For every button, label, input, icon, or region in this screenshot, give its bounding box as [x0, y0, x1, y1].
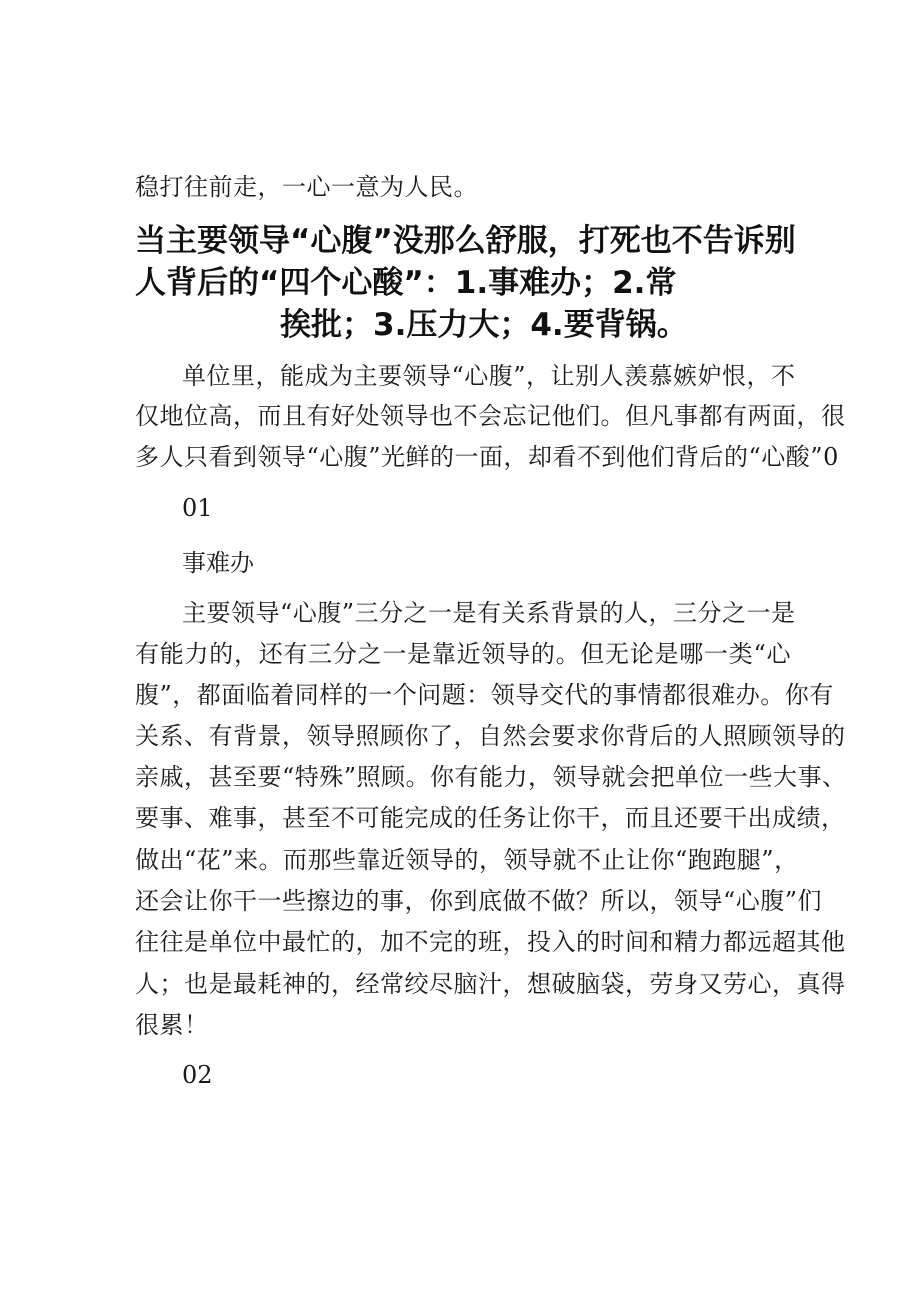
- paragraph-line: 腹”，都面临着同样的一个问题：领导交代的事情都很难办。你有: [135, 681, 834, 709]
- paragraph-line: 有能力的，还有三分之一是靠近领导的。但无论是哪一类“心: [135, 640, 791, 668]
- paragraph-line: 多人只看到领导“心腹”光鲜的一面，却看不到他们背后的“心酸”0: [135, 443, 839, 471]
- section-number: 02: [182, 1061, 213, 1089]
- paragraph-line: 人；也是最耗神的，经常绞尽脑汁，想破脑袋，劳身又劳心，真得: [135, 970, 846, 998]
- article-heading-line-1: 当主要领导“心腹”没那么舒服，打死也不告诉别: [135, 223, 796, 259]
- paragraph-line: 往往是单位中最忙的，加不完的班，投入的时间和精力都远超其他: [135, 928, 846, 956]
- article-heading-line-2: 人背后的“四个心酸”：1.事难办；2.常: [135, 265, 677, 301]
- paragraph-line: 要事、难事，甚至不可能完成的任务让你干，而且还要干出成绩，: [135, 804, 846, 832]
- paragraph-line: 关系、有背景，领导照顾你了，自然会要求你背后的人照顾领导的: [135, 722, 846, 750]
- paragraph-line: 很累！: [135, 1011, 209, 1039]
- section-title: 事难办: [182, 549, 254, 577]
- intro-closing-line: 稳打往前走，一心一意为人民。: [135, 173, 478, 201]
- paragraph-line: 仅地位高，而且有好处领导也不会忘记他们。但凡事都有两面，很: [135, 402, 846, 430]
- article-heading-line-3: 挨批；3.压力大；4.要背锅。: [280, 307, 688, 343]
- section-number: 01: [182, 494, 213, 522]
- paragraph-line: 单位里，能成为主要领导“心腹”，让别人羡慕嫉妒恨，不: [182, 362, 796, 390]
- paragraph-line: 还会让你干一些擦边的事，你到底做不做？所以，领导“心腹”们: [135, 887, 823, 915]
- paragraph-line: 主要领导“心腹”三分之一是有关系背景的人，三分之一是: [182, 599, 796, 627]
- paragraph-line: 做出“花”来。而那些靠近领导的，领导就不止让你“跑跑腿”，: [135, 846, 799, 874]
- paragraph-line: 亲戚，甚至要“特殊”照顾。你有能力，领导就会把单位一些大事、: [135, 763, 847, 791]
